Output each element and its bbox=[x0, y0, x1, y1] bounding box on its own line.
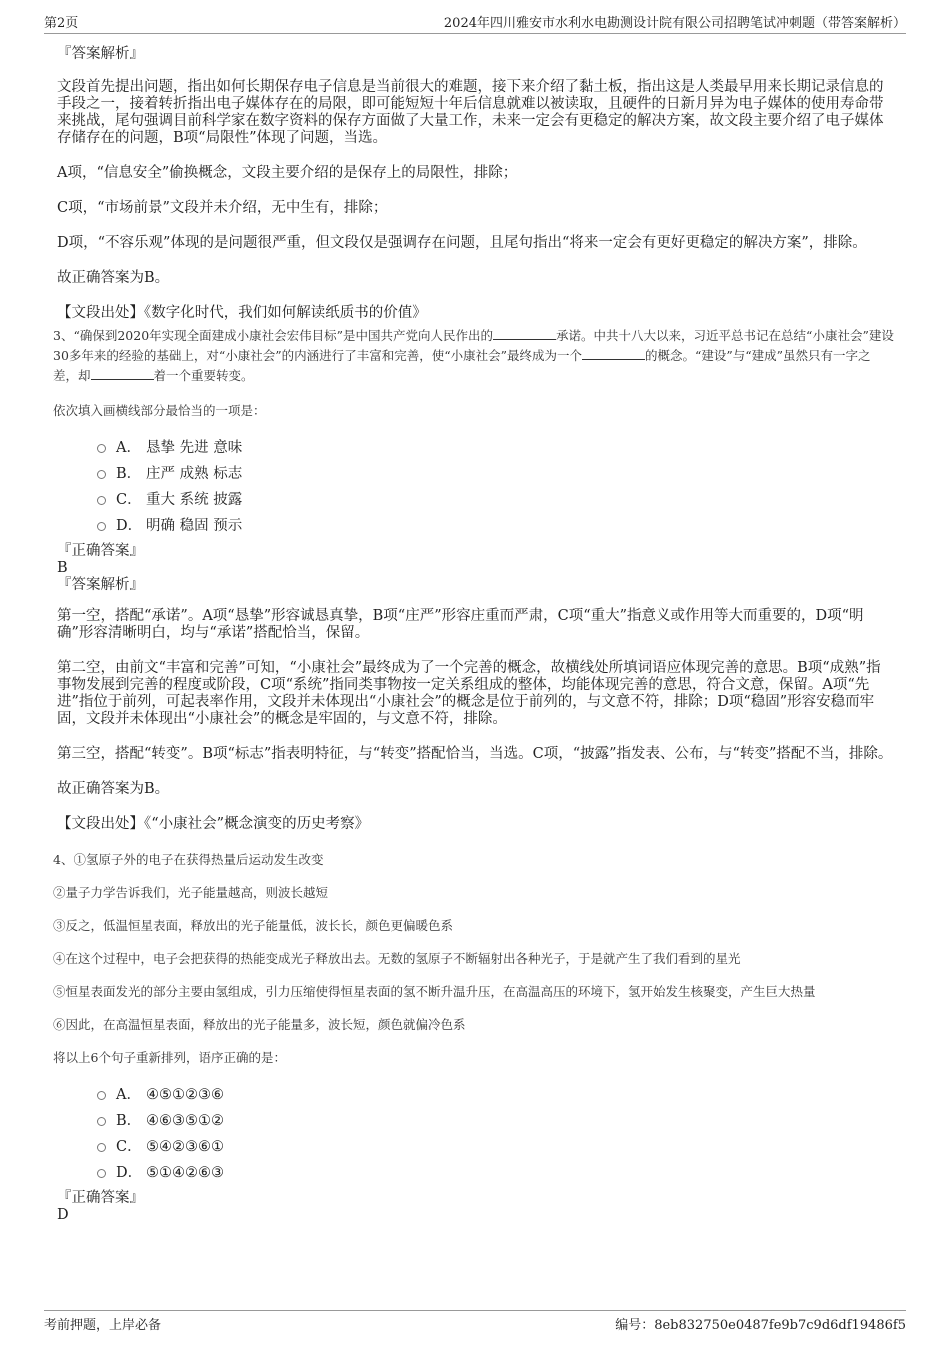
q4-option-d[interactable]: D． ⑤①④②⑥③ bbox=[97, 1160, 895, 1186]
fill-blank-2 bbox=[582, 347, 645, 360]
radio-icon[interactable] bbox=[97, 1169, 106, 1178]
q3-source: 【文段出处】《“小康社会”概念演变的历史考察》 bbox=[57, 816, 370, 832]
radio-icon[interactable] bbox=[97, 496, 106, 505]
q3-stem: 3、“确保到2020年实现全面建成小康社会宏伟目标”是中国共产党向人民作出的 承诺。中共十八大以来，习近平总书记在总结“小康社会”建设30多年来的经验的基础上，对“小康社会”的内涵进行了丰富和完善，使“小康社会”最终成为一个 的概念。“建设”与“建成”虽然只有一字之差，却 着一个重要转变。 bbox=[53, 328, 894, 383]
radio-icon[interactable] bbox=[97, 444, 106, 453]
q4-sentence-2: ②量子力学告诉我们，光子能量越高，则波长越短 bbox=[53, 885, 329, 900]
q4-option-c[interactable]: C． ⑤④②③⑥① bbox=[97, 1134, 895, 1160]
q2-conclusion: 故正确答案为B。 bbox=[57, 270, 170, 286]
q3-answer: B bbox=[57, 560, 68, 576]
fill-blank-3 bbox=[91, 367, 154, 380]
q2-analysis-paragraph: 文段首先提出问题，指出如何长期保存电子信息是当前很大的难题，接下来介绍了黏土板，指出这是人类最早用来长期记录信息的手段之一，接着转折指出电子媒体存在的局限，即可能短短十年后信息就难以被读取，且硬件的日新月异为电子媒体的使用寿命带来挑战，尾句强调目前科学家在数字资料的保存方面做了大量工作，未来一定会有更稳定的解决方案，故文段主要介绍了电子媒体存储存在的问题，B项“局限性”体现了问题，当选。 bbox=[57, 79, 884, 146]
radio-icon[interactable] bbox=[97, 1091, 106, 1100]
q4-sentence-5: ⑤恒星表面发光的部分主要由氢组成，引力压缩使得恒星表面的氢不断升温升压，在高温高压的环境下，氢开始发生核聚变，产生巨大热量 bbox=[53, 984, 816, 999]
q4-answer: D bbox=[57, 1207, 69, 1223]
radio-icon[interactable] bbox=[97, 522, 106, 531]
q3-analysis-blank-1: 第一空，搭配“承诺”。A项“恳挚”形容诚恳真挚，B项“庄严”形容庄重而严肃，C项“重大”指意义或作用等大而重要的，D项“明确”形容清晰明白，均与“承诺”搭配恰当，保留。 bbox=[57, 608, 864, 641]
q2-analysis-label: 『答案解析』 bbox=[57, 46, 144, 62]
page-number: 第2页 bbox=[44, 16, 79, 31]
q3-prompt: 依次填入画横线部分最恰当的一项是： bbox=[53, 403, 266, 418]
page-header bbox=[44, 12, 906, 32]
radio-icon[interactable] bbox=[97, 470, 106, 479]
q4-answer-label: 『正确答案』 bbox=[57, 1190, 144, 1206]
q2-analysis-option-d: D项，“不容乐观”体现的是问题很严重，但文段仅是强调存在问题，且尾句指出“将来一定会有更好更稳定的解决方案”，排除。 bbox=[57, 235, 867, 251]
page-content bbox=[53, 46, 895, 1224]
footer-divider bbox=[44, 1310, 906, 1311]
q4-sentence-4: ④在这个过程中，电子会把获得的热能变成光子释放出去。无数的氢原子不断辐射出各种光子，于是就产生了我们看到的星光 bbox=[53, 951, 741, 966]
q3-analysis-label: 『答案解析』 bbox=[57, 577, 144, 593]
q4-option-b[interactable]: B． ④⑥③⑤①② bbox=[97, 1108, 895, 1134]
q4-prompt: 将以上6个句子重新排列，语序正确的是： bbox=[53, 1050, 286, 1065]
q3-conclusion: 故正确答案为B。 bbox=[57, 781, 170, 797]
q4-sentence-3: ③反之，低温恒星表面，释放出的光子能量低，波长长，颜色更偏暖色系 bbox=[53, 918, 454, 933]
q3-option-d[interactable]: D． 明确 稳固 预示 bbox=[97, 513, 895, 539]
q2-source: 【文段出处】《数字化时代，我们如何解读纸质书的价值》 bbox=[57, 305, 427, 321]
radio-icon[interactable] bbox=[97, 1117, 106, 1126]
document-id: 编号：8eb832750e0487fe9b7c9d6df19486f5 bbox=[615, 1318, 906, 1333]
q4-options bbox=[97, 1082, 895, 1186]
header-divider bbox=[44, 33, 906, 34]
q2-analysis-option-a: A项，“信息安全”偷换概念，文段主要介绍的是保存上的局限性，排除； bbox=[57, 165, 518, 181]
footer-slogan: 考前押题，上岸必备 bbox=[44, 1318, 162, 1333]
q3-analysis-blank-3: 第三空，搭配“转变”。B项“标志”指表明特征，与“转变”搭配恰当，当选。C项，“披露”指发表、公布，与“转变”搭配不当，排除。 bbox=[57, 746, 893, 762]
document-title: 2024年四川雅安市水利水电勘测设计院有限公司招聘笔试冲刺题（带答案解析） bbox=[443, 16, 906, 31]
q3-option-a[interactable]: A． 恳挚 先进 意味 bbox=[97, 435, 895, 461]
fill-blank-1 bbox=[493, 327, 556, 340]
q4-sentence-6: ⑥因此，在高温恒星表面，释放出的光子能量多，波长短，颜色就偏冷色系 bbox=[53, 1017, 466, 1032]
radio-icon[interactable] bbox=[97, 1143, 106, 1152]
q4-option-a[interactable]: A． ④⑤①②③⑥ bbox=[97, 1082, 895, 1108]
q4-sentence-1: 4、①氢原子外的电子在获得热量后运动发生改变 bbox=[53, 852, 324, 867]
q2-analysis-option-c: C项，“市场前景”文段并未介绍，无中生有，排除； bbox=[57, 200, 388, 216]
q3-option-b[interactable]: B． 庄严 成熟 标志 bbox=[97, 461, 895, 487]
q3-options bbox=[97, 435, 895, 539]
q3-option-c[interactable]: C． 重大 系统 披露 bbox=[97, 487, 895, 513]
q3-analysis-blank-2: 第二空，由前文“丰富和完善”可知，“小康社会”最终成为了一个完善的概念，故横线处所填词语应体现完善的意思。B项“成熟”指事物发展到完善的程度或阶段，C项“系统”指同类事物按一定关系组成的整体，均能体现完善的意思，符合文意，保留。A项“先进”指位于前列，可起表率作用，文段并未体现出“小康社会”的概念是位于前列的，与文意不符，排除；D项“稳固”形容安稳而牢固，文段并未体现出“小康社会”的概念是牢固的，与文意不符，排除。 bbox=[57, 660, 881, 727]
q3-answer-label: 『正确答案』 bbox=[57, 543, 144, 559]
